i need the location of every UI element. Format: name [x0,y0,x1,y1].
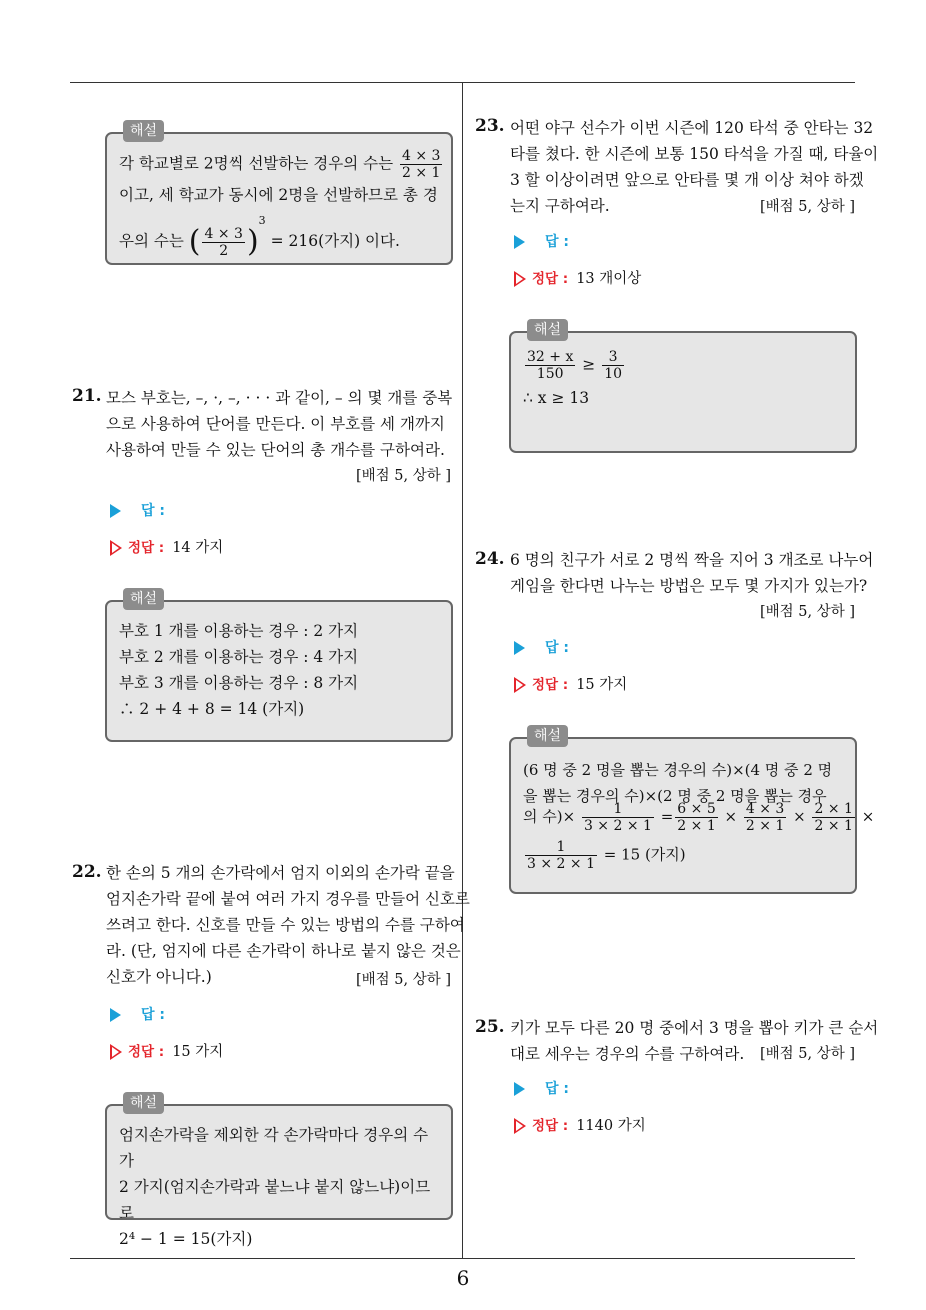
fraction: $\frac{3}{10}$ [604,349,623,382]
solution-text: ∴ x ≥ 13 [523,389,590,407]
outline-triangle-icon [514,271,526,287]
exponent: 3 [258,214,266,227]
solution-tag: 해설 [123,1092,164,1114]
bottom-rule [70,1258,855,1259]
question-number: 23. [475,116,505,136]
solution-tag: 해설 [123,120,164,142]
correct-row: 정답 : 1140 가지 [514,1114,646,1135]
play-icon [110,1008,121,1022]
score: [배점 5, 상하 ] [760,1046,856,1062]
solution-box-20: 해설 각 학교별로 2명씩 선발하는 경우의 수는 $\frac{4 \times 3}{2 \times 1}$ 이고, 세 학교가 동시에 2명을 선발하므로 총 경 우의 수는 ( $\frac{4 \times 3}{2}$ )$^3$ = 216(가지) 이다. [105,132,453,265]
solution-text: = 15 (가지) [603,845,686,864]
solution-text: = 216(가지) 이다. [270,232,400,250]
solution-box-23 [509,322,857,453]
relation: ≥ [582,355,596,374]
solution-text: 이고, 세 학교가 동시에 2명을 선발하므로 총 경 [119,186,438,204]
solution-box-21: 해설 부호 1 개를 이용하는 경우 : 2 가지 부호 2 개를 이용하는 경우 : 4 가지 부호 3 개를 이용하는 경우 : 8 가지 ∴ 2 + 4 + 8 = 14 (가지) [105,600,453,742]
fraction: $\frac{4 \times 3}{2 \times 1}$ [745,801,785,834]
outline-triangle-icon [514,677,526,693]
fraction: $\frac{2 \times 1}{2 \times 1}$ [814,801,853,834]
fraction: $\frac{4 \times 3}{2}$ [204,225,243,259]
answer-row: 답 : [110,1004,165,1024]
answer-row: 답 : [514,637,569,657]
fraction: $\frac{1}{3 \times 2 \times 1}$ [527,839,595,872]
correct-row: 정답 : 13 개이상 [514,267,641,288]
correct-row: 정답 : 15 가지 [110,1040,223,1061]
solution-text: 의 수)× [523,807,576,826]
score: [배점 5, 상하 ] [356,468,452,484]
answer-row: 답 : [110,500,165,520]
column-divider [462,82,463,1258]
play-icon [514,1082,525,1096]
answer-row: 답 : [514,1078,569,1098]
solution-box-22: 해설 엄지손가락을 제외한 각 손가락마다 경우의 수가 2 가지(엄지손가락과 붙느냐 붙지 않느냐)이므로 2⁴ − 1 = 15(가지) [105,1104,453,1220]
page-number: 6 [456,1266,470,1290]
score: [배점 5, 상하 ] [760,604,856,620]
solution-box-24: 해설 (6 명 중 2 명을 뽑는 경우의 수)×(4 명 중 2 명 을 뽑는 경우의 수)×(2 명 중 2 명을 뽑는 경우 의 수)× $\frac{1}{3 \times 2 \times 1}$ = $\frac{6 \times 5}{2 \times 1}$ × $\frac{4 \times 3}{2 \times 1}$ × $\frac{2 \times 1}{2 \times 1}$ × $\frac{1}{3 \times 2 \times 1}$ = 15 (가지) [509,737,857,894]
question-number: 24. [475,549,505,569]
question-number: 21. [72,386,102,406]
fraction: $\frac{32 + x}{150}$ [527,349,574,382]
solution-tag: 해설 [123,588,164,610]
outline-triangle-icon [110,1044,122,1060]
solution-tag: 해설 [527,319,568,341]
fraction: $\frac{4 \times 3}{2 \times 1}$ [402,148,441,181]
correct-row: 정답 : 14 가지 [110,536,223,557]
score: [배점 5, 상하 ] [760,199,856,215]
question-21-text: 모스 부호는, –, ·, –, · · · 과 같이, – 의 몇 개를 중복 으로 사용하여 단어를 만든다. 이 부호를 세 개까지 사용하여 만들 수 있는 단어의 총 개수를 구하여라. [106,389,453,459]
solution-text: 을 뽑는 경우의 수)×(2 명 중 2 명을 뽑는 경우 [523,787,827,805]
question-number: 25. [475,1017,505,1037]
play-icon [110,504,121,518]
question-25-text: 키가 모두 다른 20 명 중에서 3 명을 뽑아 키가 큰 순서 대로 세우는 경우의 수를 구하여라. [510,1019,879,1063]
question-24-text: 6 명의 친구가 서로 2 명씩 짝을 지어 3 개조로 나누어 게임을 한다면 나누는 방법은 모두 몇 가지가 있는가? [510,551,874,595]
score: [배점 5, 상하 ] [356,972,452,988]
correct-row: 정답 : 15 가지 [514,673,627,694]
solution-text: 각 학교별로 2명씩 선발하는 경우의 수는 [119,154,394,173]
solution-text: 우의 수는 [119,232,184,250]
solution-tag: 해설 [527,725,568,747]
question-23-text: 어떤 야구 선수가 이번 시즌에 120 타석 중 안타는 32 타를 쳤다. 한 시즌에 보통 150 타석을 가질 때, 타율이 3 할 이상이려면 앞으로 안타를 몇 개 이상 쳐야 하겠 는지 구하여라. [510,119,879,215]
question-22-text: 한 손의 5 개의 손가락에서 엄지 이외의 손가락 끝을 엄지손가락 끝에 붙여 여러 가지 경우를 만들어 신호로 쓰려고 한다. 신호를 만들 수 있는 방법의 수를 구하여 라. (단, 엄지에 다른 손가락이 하나로 붙지 않은 것은 신호가 아니다.) [106,864,470,986]
outline-triangle-icon [514,1118,526,1134]
answer-row: 답 : [514,231,569,251]
question-number: 22. [72,862,102,882]
play-icon [514,641,525,655]
outline-triangle-icon [110,540,122,556]
play-icon [514,235,525,249]
fraction: $\frac{1}{3 \times 2 \times 1}$ [583,801,652,834]
fraction: $\frac{6 \times 5}{2 \times 1}$ [677,801,716,834]
solution-text: (6 명 중 2 명을 뽑는 경우의 수)×(4 명 중 2 명 [523,761,833,779]
